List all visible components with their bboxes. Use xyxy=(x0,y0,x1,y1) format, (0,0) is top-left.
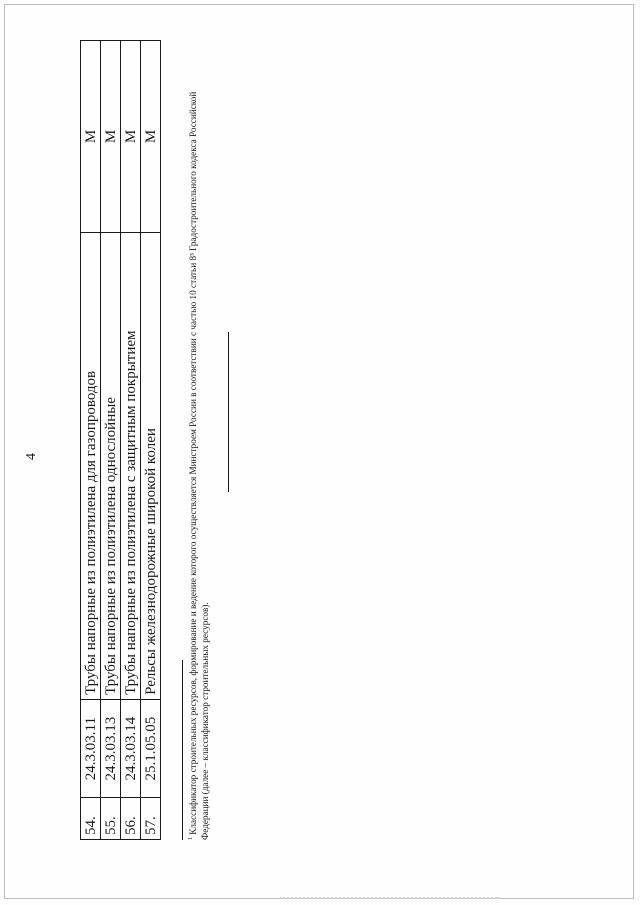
table-row xyxy=(121,41,141,840)
unit-of-measure: М xyxy=(121,41,141,233)
end-separator xyxy=(228,332,229,492)
table-row xyxy=(101,41,121,840)
rotated-document-page xyxy=(20,12,620,892)
resource-code: 24.3.03.13 xyxy=(101,699,121,797)
resource-name: Трубы напорные из полиэтилена с защитным покрытием xyxy=(121,232,141,699)
scan-artifact xyxy=(280,897,500,902)
resource-name: Рельсы железнодорожные широкой колеи xyxy=(141,232,161,699)
table-row xyxy=(81,41,101,840)
resource-code: 25.1.05.05 xyxy=(141,699,161,797)
footnote-marker: 1 xyxy=(188,837,194,840)
footnote xyxy=(185,60,211,840)
row-number: 55. xyxy=(101,798,121,840)
resource-name: Трубы напорные из полиэтилена для газопроводов xyxy=(81,232,101,699)
page-number: 4 xyxy=(24,453,39,460)
row-number: 54. xyxy=(81,798,101,840)
unit-of-measure: М xyxy=(101,41,121,233)
resources-table xyxy=(80,40,161,840)
table-row xyxy=(141,41,161,840)
resource-code: 24.3.03.11 xyxy=(81,699,101,797)
unit-of-measure: М xyxy=(141,41,161,233)
resource-name: Трубы напорные из полиэтилена однослойные xyxy=(101,232,121,699)
row-number: 57. xyxy=(141,798,161,840)
unit-of-measure: М xyxy=(81,41,101,233)
resource-code: 24.3.03.14 xyxy=(121,699,141,797)
footnote-text: Классификатор строительных ресурсов, формирование и ведение которого осуществляется Минстроем России в соответствии с частью 10 статьи 8³ Градостроительного кодекса Российской Федерации (далее – классификатор строительных ресурсов). xyxy=(188,91,211,840)
row-number: 56. xyxy=(121,798,141,840)
footnote-separator xyxy=(182,660,183,840)
